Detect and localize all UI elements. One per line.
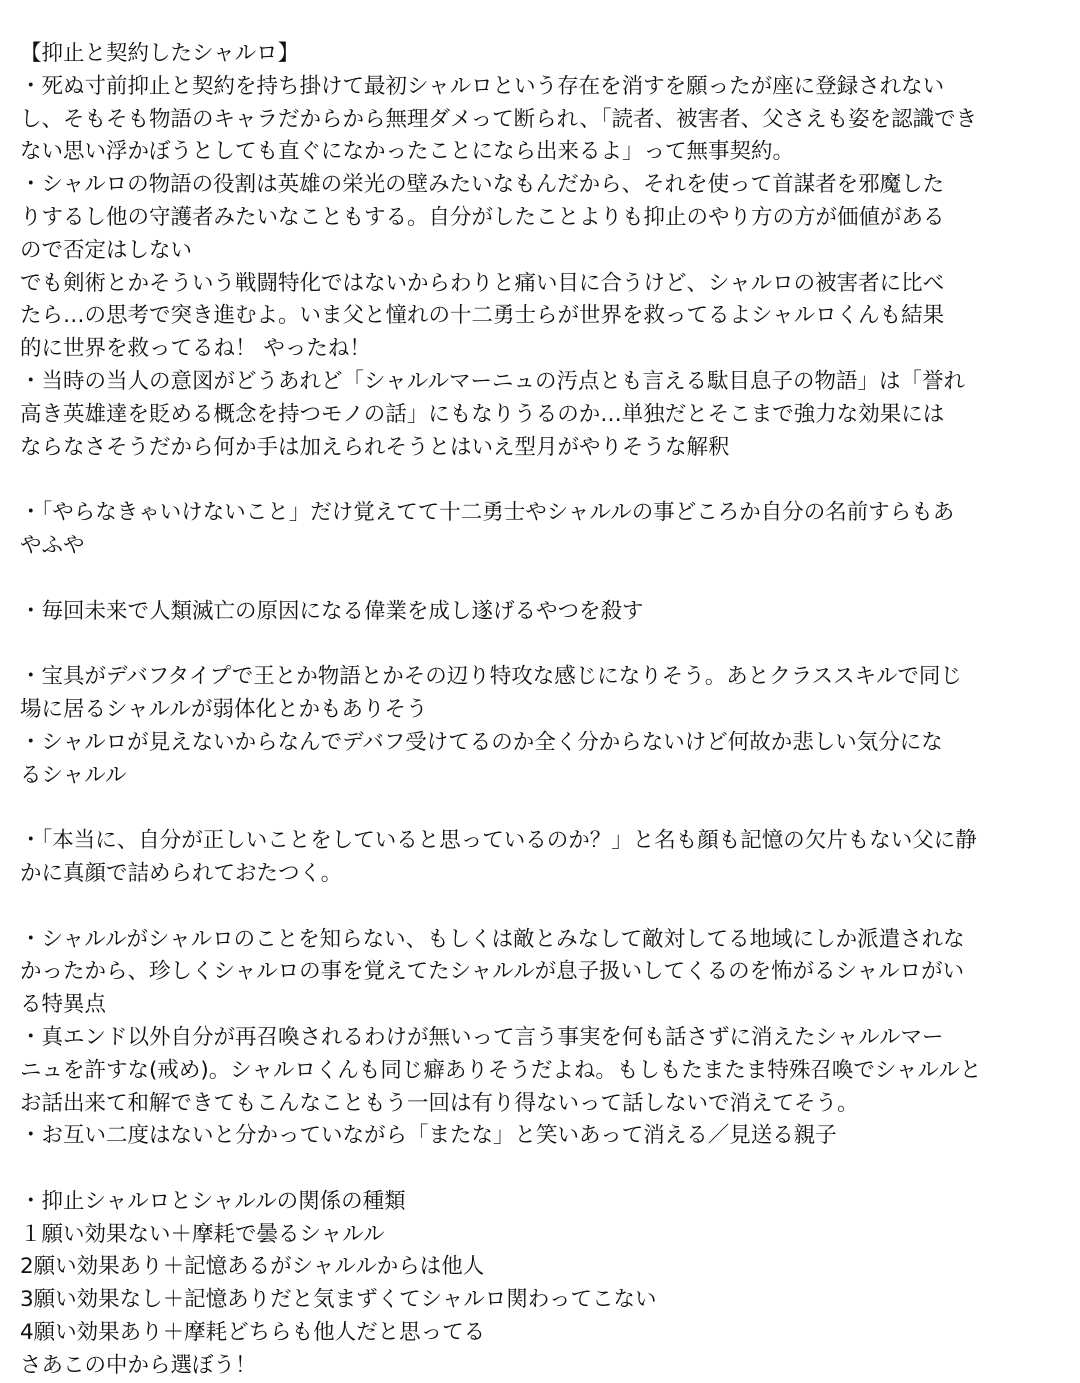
text-line: １願い効果ない＋摩耗で曇るシャルル <box>20 1221 385 1247</box>
text-line: る特異点 <box>20 992 107 1018</box>
text-line: 場に居るシャルルが弱体化とかもありそう <box>20 696 428 722</box>
text-line: でも剣術とかそういう戦闘特化ではないからわりと痛い目に合うけど、シャルロの被害者に比べ <box>20 270 945 296</box>
text-line: ・当時の当人の意図がどうあれど「シャルルマーニュの汚点とも言える駄目息子の物語」は「誉れ <box>20 368 966 394</box>
text-line: ・シャルロの物語の役割は英雄の栄光の壁みたいなもんだから、それを使って首謀者を邪魔した <box>20 172 945 198</box>
text-line: かに真顔で詰められておたつく。 <box>20 860 343 886</box>
text-line: 3願い効果なし＋記憶ありだと気まずくてシャルロ関わってこない <box>20 1287 657 1313</box>
text-line: りするし他の守護者みたいなこともする。自分がしたことよりも抑止のやり方の方が価値がある <box>20 204 945 230</box>
text-line: やふや <box>20 532 85 558</box>
text-line: ・シャルロが見えないからなんでデバフ受けてるのか全く分からないけど何故か悲しい気分にな <box>20 729 943 755</box>
text-line: ・抑止シャルロとシャルルの関係の種類 <box>20 1188 406 1214</box>
text-line: ならなさそうだから何か手は加えられそうとはいえ型月がやりそうな解釈 <box>20 434 730 460</box>
text-line: ・宝具がデバフタイプで王とか物語とかその辺り特攻な感じになりそう。あとクラススキルで同じ <box>20 664 962 690</box>
text-line: たら…の思考で突き進むよ。いま父と憧れの十二勇士らが世界を救ってるよシャルロくんも結果 <box>20 303 945 329</box>
text-line: さあこの中から選ぼう！ <box>20 1352 257 1378</box>
blank-line <box>20 464 1060 497</box>
text-line: ・「やらなきゃいけないこと」だけ覚えてて十二勇士やシャルルの事どころか自分の名前すらもあ <box>20 500 955 526</box>
text-line: ・死ぬ寸前抑止と契約を持ち掛けて最初シャルロという存在を消すを願ったが座に登録されない <box>20 73 945 99</box>
text-line: お話出来て和解できてもこんなこともう一回は有り得ないって話しないで消えてそう。 <box>20 1090 859 1116</box>
text-line: ので否定はしない <box>20 237 193 263</box>
text-line: ニュを許すな(戒め)。シャルロくんも同じ癖ありそうだよね。もしもたまたま特殊召喚でシャルルと <box>20 1057 982 1083</box>
document-heading: 【抑止と契約したシャルロ】 <box>20 41 300 66</box>
text-line: ・真エンド以外自分が再召喚されるわけが無いって言う事実を何も話さずに消えたシャルルマー <box>20 1024 944 1050</box>
blank-line <box>20 891 1060 924</box>
document-body <box>20 38 1060 1383</box>
text-line: ・「本当に、自分が正しいことをしていると思っているのか？」と名も顔も記憶の欠片もない父に静 <box>20 828 977 854</box>
blank-line <box>20 563 1060 596</box>
blank-line <box>20 792 1060 825</box>
text-line: ・シャルルがシャルロのことを知らない、もしくは敵とみなして敵対してる地域にしか派遣されな <box>20 926 965 952</box>
text-line: るシャルル <box>20 762 127 788</box>
text-line: し、そもそも物語のキャラだからから無理ダメって断られ、「読者、被害者、父さえも姿を認識でき <box>20 106 978 132</box>
blank-line <box>20 628 1060 661</box>
text-line: 2願い効果あり＋記憶あるがシャルルからは他人 <box>20 1254 485 1280</box>
text-line: ・毎回未来で人類滅亡の原因になる偉業を成し遂げるやつを殺す <box>20 598 644 624</box>
blank-line <box>20 1153 1060 1186</box>
text-line: かったから、珍しくシャルロの事を覚えてたシャルルが息子扱いしてくるのを怖がるシャルロがい <box>20 959 965 985</box>
text-line: ・お互い二度はないと分かっていながら「またな」と笑いあって消える／見送る親子 <box>20 1123 837 1149</box>
text-line: 4願い効果あり＋摩耗どちらも他人だと思ってる <box>20 1320 486 1346</box>
text-line: 的に世界を救ってるね！ やったね！ <box>20 336 371 362</box>
text-line: 高き英雄達を貶める概念を持つモノの話」にもなりうるのか…単独だとそこまで強力な効果には <box>20 401 945 427</box>
text-line: ない思い浮かぼうとしても直ぐになかったことになら出来るよ」って無事契約。 <box>20 139 795 165</box>
